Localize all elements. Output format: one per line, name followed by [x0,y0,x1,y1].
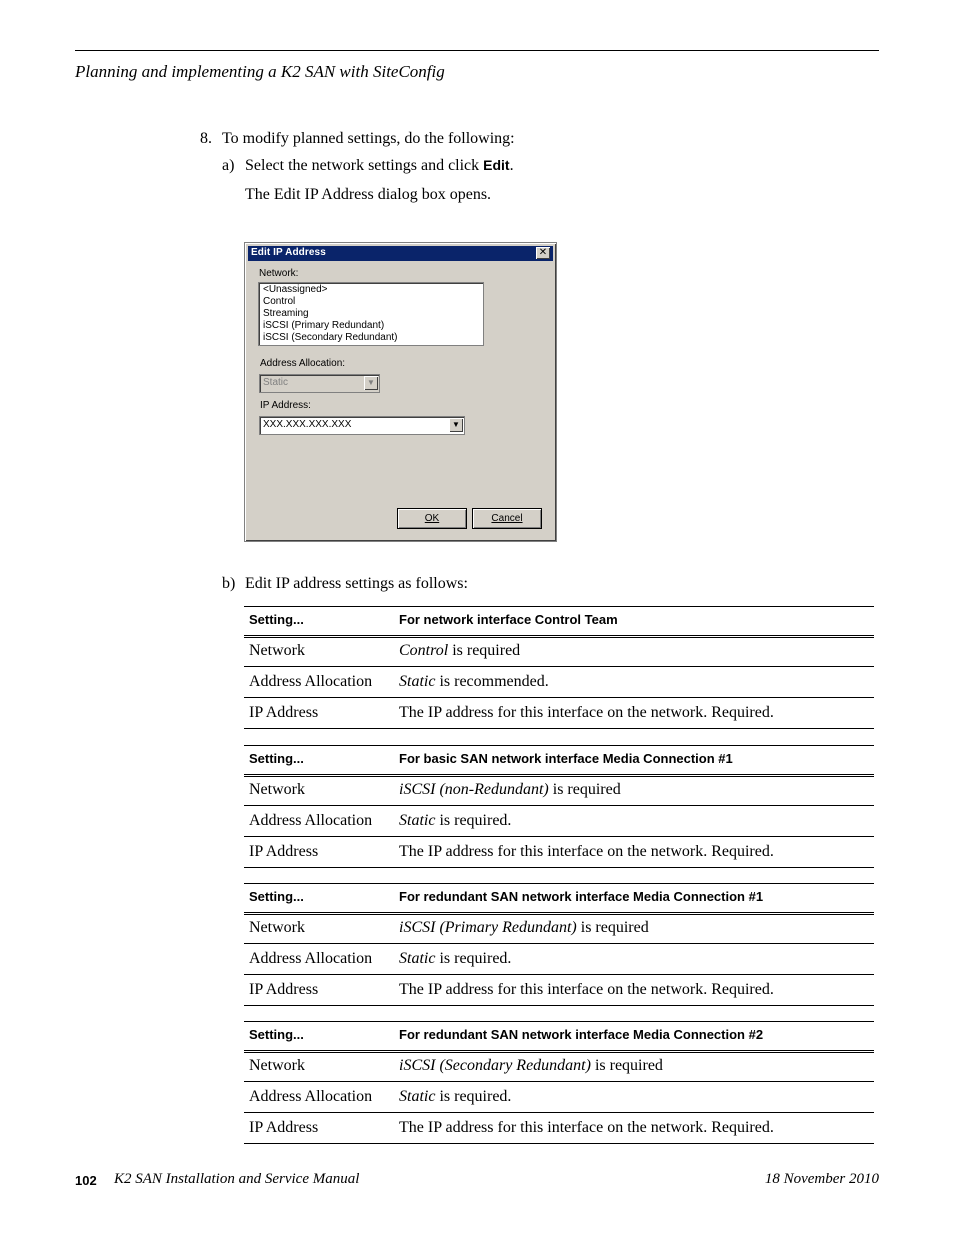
cancel-button[interactable] [472,508,542,529]
setting-value [399,781,621,799]
substep-a-letter: a) [222,157,235,174]
table-header-setting: Setting... [249,612,304,627]
setting-value [399,704,774,722]
ok-button-label: OK [424,513,440,524]
close-icon[interactable]: ✕ [536,247,550,259]
substep-a-text [245,157,514,175]
network-label: Network: [259,268,299,279]
table-row [244,667,874,698]
setting-value [399,812,511,830]
setting-value [399,981,774,999]
setting-name: Network [249,919,305,936]
table-row [244,1113,874,1144]
setting-name: IP Address [249,704,319,721]
table-header-interface: For redundant SAN network interface Media Connection #2 [399,1027,764,1042]
cancel-button-label: Cancel [491,513,523,524]
edit-ip-address-dialog [244,242,557,542]
setting-value [399,642,520,660]
setting-name: Address Allocation [249,812,373,829]
manual-title: K2 SAN Installation and Service Manual [114,1171,360,1187]
running-title: Planning and implementing a K2 SAN with SiteConfig [75,62,445,81]
address-allocation-select[interactable] [259,374,380,393]
setting-value [399,950,511,968]
table-row [244,975,874,1006]
step-number: 8. [200,130,212,147]
substep-b-letter: b) [222,575,236,592]
network-option[interactable]: Control [263,296,296,307]
setting-value-rest: is required [548,781,621,798]
substep-b-text: Edit IP address settings as follows: [245,575,468,592]
address-allocation-label: Address Allocation: [260,358,346,369]
publication-date: 18 November 2010 [764,1171,879,1187]
network-option[interactable]: iSCSI (Primary Redundant) [263,320,385,331]
table-row [244,775,874,806]
setting-value-rest: is required [448,642,521,659]
table-header-interface: For network interface Control Team [399,612,618,627]
dialog-title: Edit IP Address [251,247,326,258]
setting-value-rest: The IP address for this interface on the network. Required. [399,1119,774,1136]
table-header [244,745,874,777]
network-option[interactable]: <Unassigned> [263,284,328,295]
setting-name: Address Allocation [249,1088,373,1105]
setting-value-italic: Static [399,1088,436,1105]
setting-value-rest: is required [590,1057,663,1074]
setting-name: Address Allocation [249,950,373,967]
setting-value-rest: is required. [435,950,512,967]
chevron-down-icon[interactable]: ▼ [449,418,463,432]
setting-value-rest: is recommended. [435,673,549,690]
table-header-setting: Setting... [249,1027,304,1042]
table-header-setting: Setting... [249,751,304,766]
setting-value [399,843,774,861]
ip-address-value: XXX.XXX.XXX.XXX [263,419,352,430]
table-header [244,606,874,638]
setting-value [399,1088,511,1106]
dialog-titlebar [248,246,553,261]
table-row [244,1082,874,1113]
setting-value-rest: is required [576,919,649,936]
setting-value-italic: iSCSI (Primary Redundant) [399,919,577,936]
setting-name: IP Address [249,843,319,860]
setting-value [399,1119,774,1137]
setting-name: Network [249,642,305,659]
setting-value-italic: Static [399,673,436,690]
setting-value-rest: is required. [435,812,512,829]
ok-button[interactable] [397,508,467,529]
ip-address-combo[interactable] [259,416,465,435]
setting-value-italic: Control [399,642,449,659]
setting-name: Network [249,1057,305,1074]
table-row [244,913,874,944]
setting-value-italic: iSCSI (Secondary Redundant) [399,1057,591,1074]
edit-button-reference: Edit [483,157,510,173]
header-rule [75,50,879,51]
table-header-interface: For redundant SAN network interface Media Connection #1 [399,889,764,904]
substep-a-note: The Edit IP Address dialog box opens. [245,186,492,203]
setting-value [399,1057,663,1075]
table-row [244,806,874,837]
setting-name: IP Address [249,981,319,998]
setting-value-rest: is required. [435,1088,512,1105]
setting-value-italic: iSCSI (non-Redundant) [399,781,549,798]
chevron-down-icon[interactable]: ▼ [364,376,378,390]
setting-value-italic: Static [399,950,436,967]
step-text: To modify planned settings, do the following: [222,130,515,147]
network-listbox[interactable] [258,282,484,346]
table-header-setting: Setting... [249,889,304,904]
setting-value-rest: The IP address for this interface on the network. Required. [399,704,774,721]
setting-name: IP Address [249,1119,319,1136]
table-row [244,636,874,667]
table-header-interface: For basic SAN network interface Media Connection #1 [399,751,733,766]
setting-name: Address Allocation [249,673,373,690]
table-header [244,883,874,915]
page-number: 102 [75,1173,97,1188]
setting-value-italic: Static [399,812,436,829]
setting-value [399,919,649,937]
ip-address-label: IP Address: [260,400,311,411]
setting-value [399,673,549,691]
network-option[interactable]: Streaming [263,308,309,319]
substep-a-text-before: Select the network settings and click [245,157,480,174]
table-row [244,698,874,729]
table-row [244,837,874,868]
address-allocation-value: Static [263,377,289,388]
table-row [244,1051,874,1082]
setting-value-rest: The IP address for this interface on the network. Required. [399,843,774,860]
table-row [244,944,874,975]
network-option[interactable]: iSCSI (Secondary Redundant) [263,332,398,343]
table-header [244,1021,874,1053]
substep-a-text-after: . [509,157,514,174]
setting-name: Network [249,781,305,798]
setting-value-rest: The IP address for this interface on the network. Required. [399,981,774,998]
